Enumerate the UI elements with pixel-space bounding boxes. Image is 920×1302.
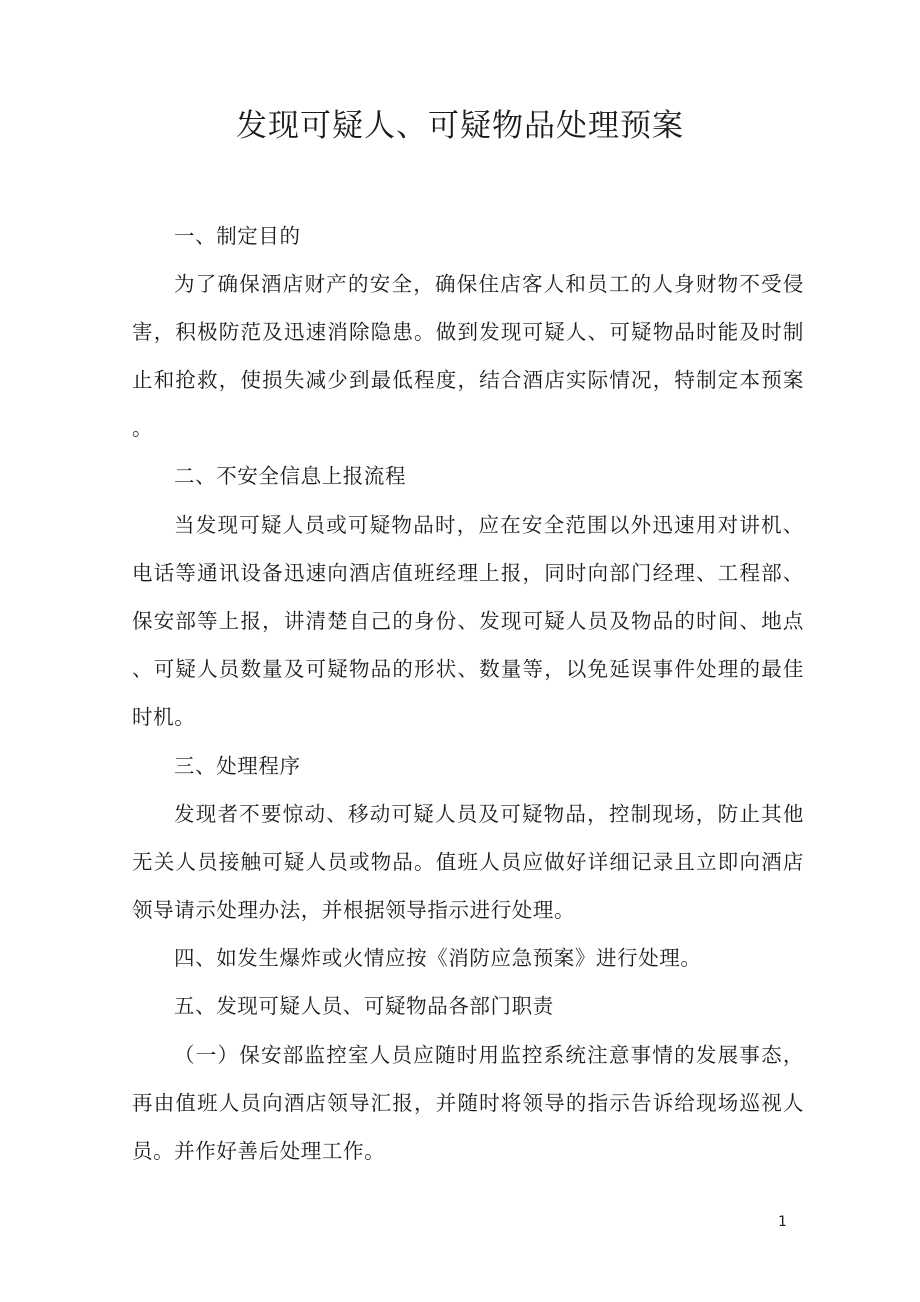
- section-heading-responsibilities: 五、发现可疑人员、可疑物品各部门职责: [174, 994, 554, 1018]
- document-title: 发现可疑人、可疑物品处理预案: [236, 108, 684, 144]
- paragraph-line: 员。并作好善后处理工作。: [132, 1139, 386, 1163]
- paragraph-line: 。: [132, 416, 154, 440]
- paragraph-line: 保安部等上报，讲清楚自己的身份、发现可疑人员及物品的时间、地点: [132, 609, 804, 633]
- paragraph-line: 领导请示处理办法，并根据领导指示进行处理。: [132, 898, 576, 922]
- paragraph-line: 发现者不要惊动、移动可疑人员及可疑物品，控制现场，防止其他: [174, 802, 804, 826]
- paragraph-line: 、可疑人员数量及可疑物品的形状、数量等，以免延误事件处理的最佳: [132, 657, 804, 681]
- paragraph-line: 为了确保酒店财产的安全，确保住店客人和员工的人身财物不受侵: [174, 272, 804, 296]
- paragraph-line: 时机。: [132, 705, 196, 729]
- section-heading-reporting: 二、不安全信息上报流程: [174, 464, 407, 488]
- page-number: 1: [778, 1214, 787, 1230]
- section-heading-purpose: 一、制定目的: [174, 224, 301, 248]
- paragraph-line: 再由值班人员向酒店领导汇报，并随时将领导的指示告诉给现场巡视人: [132, 1091, 804, 1115]
- paragraph-line: 当发现可疑人员或可疑物品时，应在安全范围以外迅速用对讲机、: [174, 513, 804, 537]
- paragraph-line: 害，积极防范及迅速消除隐患。做到发现可疑人、可疑物品时能及时制: [132, 320, 804, 344]
- section-heading-procedure: 三、处理程序: [174, 754, 301, 778]
- paragraph-line: 无关人员接触可疑人员或物品。值班人员应做好详细记录且立即向酒店: [132, 850, 804, 874]
- paragraph-line: （一）保安部监控室人员应随时用监控系统注意事情的发展事态，: [174, 1043, 804, 1067]
- paragraph-line: 止和抢救，使损失减少到最低程度，结合酒店实际情况，特制定本预案: [132, 368, 804, 392]
- paragraph-line: 电话等通讯设备迅速向酒店值班经理上报，同时向部门经理、工程部、: [132, 561, 804, 585]
- section-heading-fire: 四、如发生爆炸或火情应按《消防应急预案》进行处理。: [174, 946, 702, 970]
